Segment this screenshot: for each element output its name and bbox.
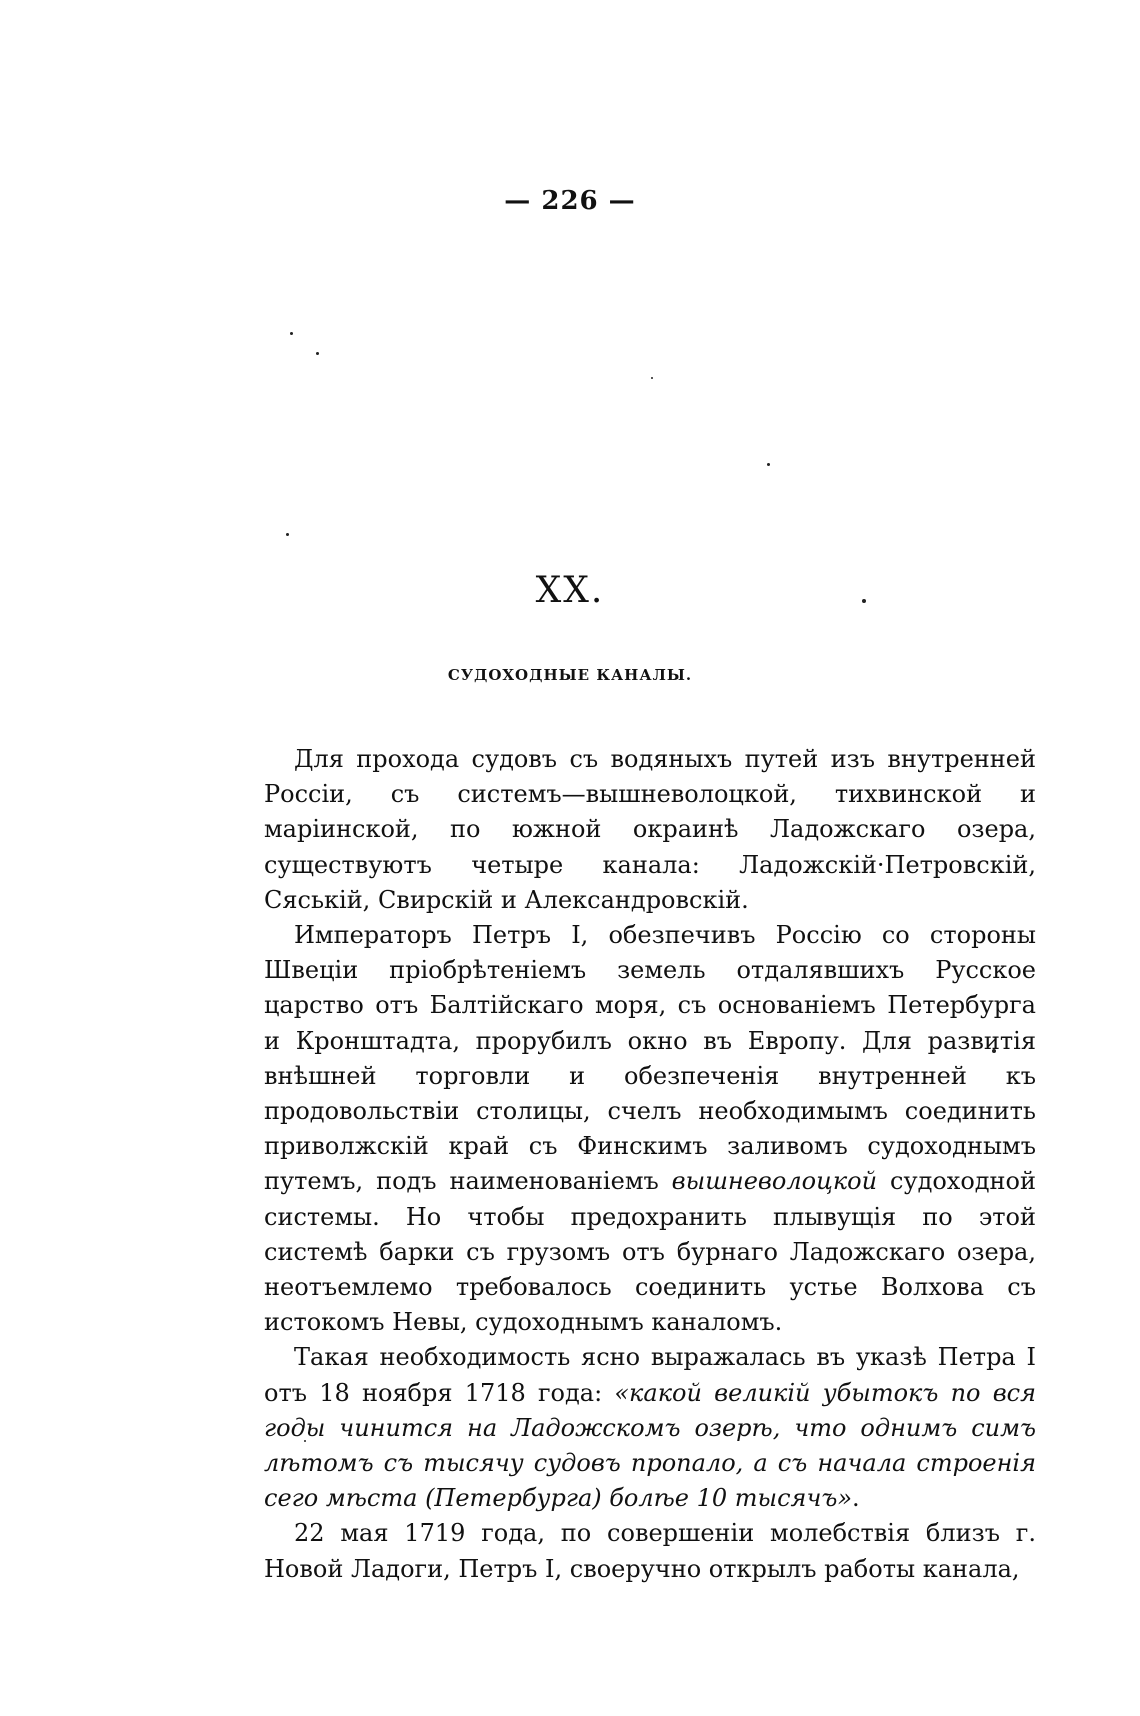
paragraph-text: Такая необходимость ясно выражалась въ указѣ Петра I отъ 18 ноября 1718 года:	[264, 1343, 1036, 1407]
paragraph: 22 мая 1719 года, по совершеніи молебствія близъ г. Новой Ладоги, Петръ I, своеручно открылъ работы канала,	[264, 1519, 1036, 1583]
print-speck	[286, 533, 289, 536]
print-speck	[290, 332, 293, 335]
chapter-title: СУДОХОДНЫЕ КАНАЛЫ.	[447, 666, 693, 684]
page-number: — 226 —	[504, 186, 636, 216]
italic-text: вышневолоцкой	[671, 1167, 878, 1196]
paragraph-text: Императоръ Петръ I, обезпечивъ Россію со стороны Швеціи пріобрѣтеніемъ земель отдалявшихъ Русское царство отъ Балтійскаго моря, съ основаніемъ Петербурга и Кронштадта, прорубилъ окно въ Европу. Для развитія внѣшней торговли и обезпеченія внутренней къ продовольствіи столицы, счелъ необходимымъ соединить приволжскій край съ Финскимъ заливомъ судоходнымъ путемъ, подъ наименованіемъ	[264, 921, 1036, 1196]
paragraph	[264, 1340, 1036, 1516]
print-speck	[651, 377, 653, 379]
paragraph	[264, 918, 1036, 1340]
chapter-number: XX.	[535, 570, 605, 611]
paragraph: Для прохода судовъ съ водяныхъ путей изъ внутренней Россіи, съ системъ—вышневолоцкой, тихвинской и маріинской, по южной окраинѣ Ладожскаго озера, существуютъ четыре канала: Ладожскій·Петровскій, Сяській, Свирскій и Александровскій.	[264, 745, 1036, 914]
italic-quote: «какой великій убытокъ по вся годы чинится на Ладожскомъ озерѣ, что однимъ симъ лѣтомъ съ тысячу судовъ пропало, а съ начала строенія сего мѣста (Петербурга) болѣе 10 тысячъ»	[264, 1378, 1036, 1513]
print-speck	[316, 352, 319, 355]
paragraph-text: .	[852, 1484, 860, 1513]
print-speck	[767, 463, 770, 466]
paragraph-text: судоходной системы. Но чтобы предохранить плывущія по этой системѣ барки съ грузомъ отъ бурнаго Ладожскаго озера, неотъемлемо требовалось соединить устье Волхова съ истокомъ Невы, судоходнымъ каналомъ.	[264, 1167, 1036, 1337]
body-text	[264, 742, 1036, 1587]
